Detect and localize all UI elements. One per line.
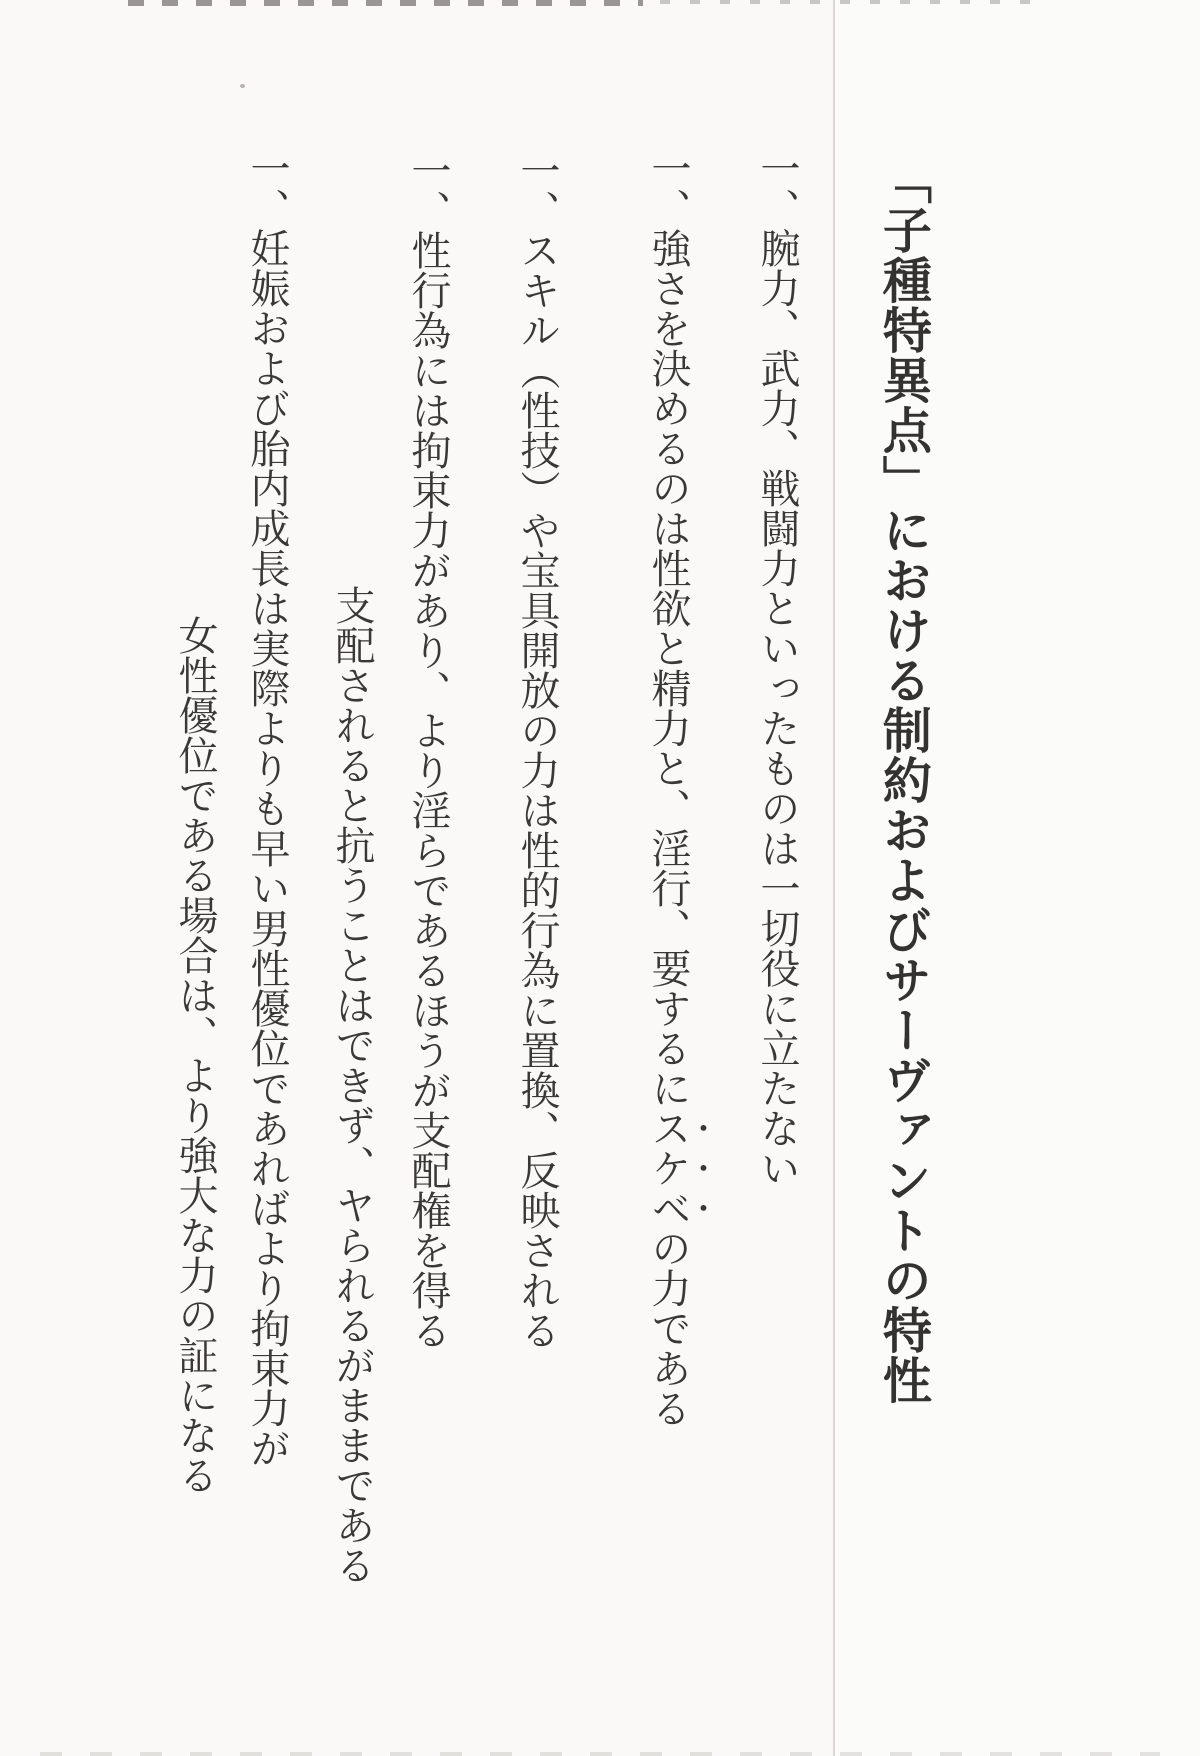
scan-speck bbox=[240, 84, 245, 88]
rule-item-5-bullet: 一、 bbox=[244, 148, 290, 228]
rule-item-5-line-1 bbox=[244, 148, 290, 1468]
rule-item-5-text: 妊娠および胎内成長は実際よりも早い男性優位であればより拘束力が bbox=[244, 228, 290, 1468]
rule-item-3 bbox=[514, 150, 560, 1350]
rule-item-4-line-2 bbox=[329, 585, 375, 1585]
rule-item-2-text-post: の力である bbox=[645, 1228, 691, 1428]
rule-item-2 bbox=[645, 148, 715, 1428]
rule-item-5-line-2 bbox=[172, 615, 218, 1495]
rule-item-4-text: 性行為には拘束力があり、より淫らであるほうが支配権を得る bbox=[405, 230, 451, 1350]
rule-item-5-text-line2: 女性優位である場合は、より強大な力の証になる bbox=[172, 615, 218, 1495]
rule-item-2-text-pre: 強さを決めるのは性欲と精力と、淫行、要するに bbox=[645, 228, 691, 1108]
rule-item-1-bullet: 一、 bbox=[754, 148, 800, 228]
rule-item-2-bullet: 一、 bbox=[645, 148, 691, 228]
rule-item-4-bullet: 一、 bbox=[405, 150, 451, 230]
rule-item-4-text-line2: 支配されると抗うことはできず、ヤられるがままである bbox=[329, 585, 375, 1585]
rule-item-4-line-1 bbox=[405, 150, 451, 1350]
rule-item-1 bbox=[754, 148, 800, 1188]
rule-item-2-text-emphasized: スケベ bbox=[645, 1108, 691, 1228]
rule-item-3-bullet: 一、 bbox=[514, 150, 560, 230]
rule-item-1-text: 腕力、武力、戦闘力といったものは一切役に立たない bbox=[754, 228, 800, 1188]
scan-artifact-bottom bbox=[40, 1752, 1160, 1756]
page-title: 「子種特異点」における制約およびサーヴァントの特性 bbox=[875, 155, 933, 1405]
scan-artifact-top-left bbox=[128, 0, 643, 6]
rule-item-3-text: スキル（性技）や宝具開放の力は性的行為に置換、反映される bbox=[514, 230, 560, 1350]
scan-artifact-top-right bbox=[660, 0, 1050, 4]
scan-fold-line bbox=[833, 0, 835, 1756]
